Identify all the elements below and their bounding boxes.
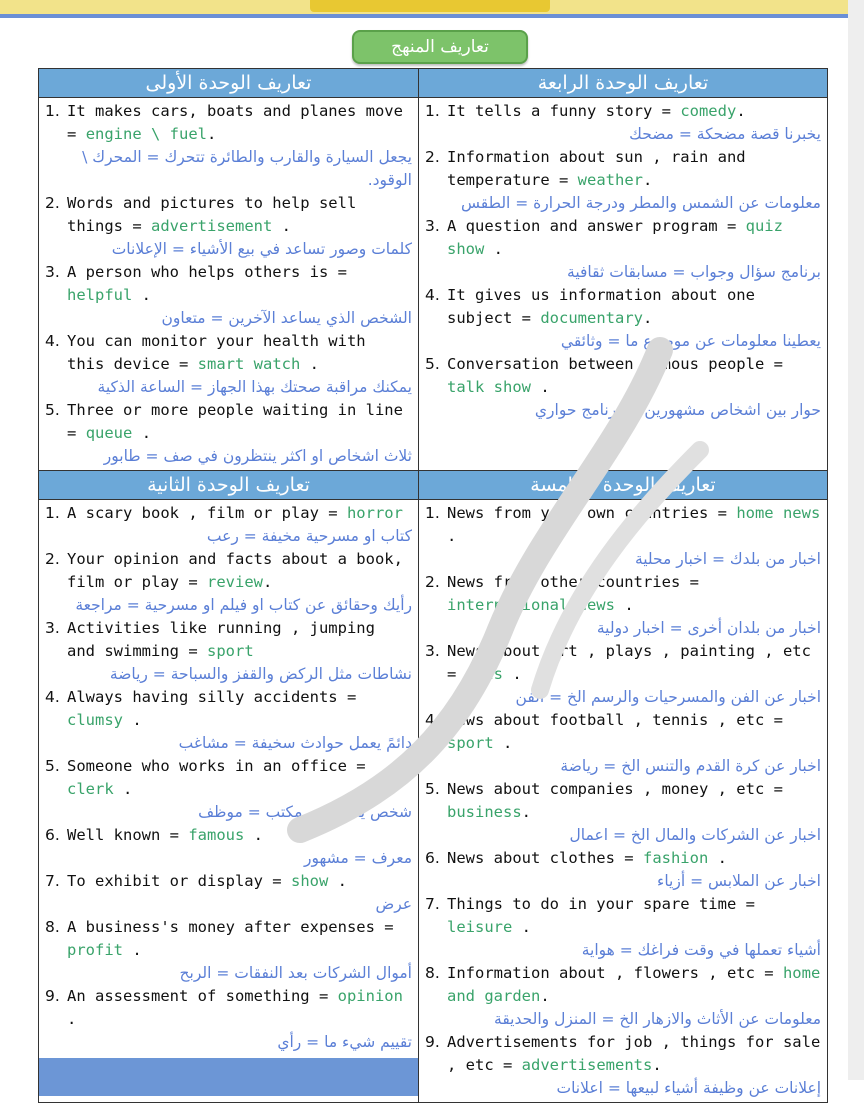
arabic-translation: برنامج سؤال وجواب = مسابقات ثقافية bbox=[567, 263, 821, 281]
definition-phrase: A question and answer program = bbox=[447, 217, 737, 235]
definition-phrase: Information about sun , rain and temperature = bbox=[447, 148, 746, 189]
definition-english bbox=[45, 502, 412, 525]
answer-punctuation: . bbox=[132, 424, 152, 442]
item-number: 2. bbox=[425, 148, 440, 166]
definition-entry bbox=[425, 571, 821, 640]
definition-text bbox=[67, 261, 412, 307]
definition-phrase: News about football , tennis , etc = bbox=[447, 711, 783, 729]
arabic-translation: اخبار عن الفن والمسرحيات والرسم الخ = الفن bbox=[515, 688, 821, 706]
answer-term: business bbox=[447, 803, 522, 821]
item-number: 9. bbox=[425, 1033, 440, 1051]
table-row-top bbox=[39, 98, 827, 470]
definition-phrase: To exhibit or display = bbox=[67, 872, 282, 890]
definition-english bbox=[45, 261, 412, 307]
answer-term: talk show bbox=[447, 378, 531, 396]
definition-text bbox=[447, 100, 821, 123]
arabic-translation: يخبرنا قصة مضحكة = مضحك bbox=[629, 125, 821, 143]
top-banner bbox=[0, 0, 848, 18]
definition-phrase: Advertisements for job , things for sale , etc = bbox=[447, 1033, 821, 1074]
answer-punctuation: . bbox=[328, 872, 347, 890]
arabic-translation: أشياء تعملها في وقت فراغك = هواية bbox=[581, 941, 821, 959]
definition-text bbox=[67, 686, 412, 732]
answer-term: advertisements bbox=[521, 1056, 653, 1074]
arabic-translation: اخبار عن الملابس = أزياء bbox=[657, 872, 821, 890]
definition-phrase: Someone who works in an office = bbox=[67, 757, 366, 775]
definition-entry bbox=[425, 1031, 821, 1100]
definition-entry bbox=[45, 192, 412, 261]
definition-entry bbox=[425, 215, 821, 284]
arabic-translation: يمكنك مراقبة صحتك بهذا الجهاز = الساعة الذكية bbox=[97, 378, 412, 396]
item-number: 3. bbox=[425, 642, 440, 660]
definition-phrase: Conversation between famous people = bbox=[447, 355, 783, 373]
definition-phrase: News about clothes = bbox=[447, 849, 634, 867]
definition-phrase: Three or more people waiting in line = bbox=[67, 401, 403, 442]
answer-term: international news bbox=[447, 596, 615, 614]
definition-english bbox=[425, 893, 821, 939]
answer-term: leisure bbox=[447, 918, 513, 936]
table-header-row-bottom bbox=[39, 470, 827, 500]
definition-phrase: A scary book , film or play = bbox=[67, 504, 338, 522]
answer-punctuation: . bbox=[643, 309, 653, 327]
definition-text bbox=[67, 824, 412, 847]
item-number: 6. bbox=[45, 826, 60, 844]
definition-phrase: Information about , flowers , etc = bbox=[447, 964, 774, 982]
definition-text bbox=[447, 962, 821, 1008]
answer-term: horror bbox=[346, 504, 403, 522]
definition-phrase: It tells a funny story = bbox=[447, 102, 671, 120]
unit2-heading: تعاريف الوحدة الثانية bbox=[39, 471, 418, 500]
definition-entry bbox=[45, 870, 412, 916]
definition-phrase: Your opinion and facts about a book, film or play = bbox=[67, 550, 403, 591]
definition-text bbox=[447, 640, 821, 686]
item-number: 9. bbox=[45, 987, 60, 1005]
definition-entry bbox=[45, 985, 412, 1054]
item-number: 7. bbox=[45, 872, 60, 890]
arabic-translation: دائمً يعمل حوادث سخيفة = مشاغب bbox=[178, 734, 412, 752]
definition-text bbox=[447, 146, 821, 192]
answer-punctuation: . bbox=[503, 665, 522, 683]
answer-punctuation: . bbox=[643, 171, 653, 189]
answer-term: sport bbox=[447, 734, 494, 752]
item-number: 5. bbox=[425, 780, 440, 798]
answer-term: queue bbox=[85, 424, 133, 442]
item-number: 3. bbox=[45, 619, 60, 637]
definition-entry bbox=[45, 755, 412, 824]
definition-entry bbox=[425, 778, 821, 847]
arabic-translation: إعلانات عن وظيفة أشياء لبيعها = اعلانات bbox=[556, 1079, 821, 1097]
answer-term: weather bbox=[577, 171, 643, 189]
definition-phrase: It gives us information about one subject = bbox=[447, 286, 755, 327]
definition-text bbox=[67, 100, 412, 146]
definition-english bbox=[45, 100, 412, 146]
definition-english bbox=[45, 617, 412, 663]
definition-phrase: Always having silly accidents = bbox=[67, 688, 357, 706]
item-number: 5. bbox=[425, 355, 440, 373]
definition-entry bbox=[45, 686, 412, 755]
answer-term: documentary bbox=[540, 309, 643, 327]
answer-term: engine \ fuel bbox=[85, 125, 208, 143]
definition-text bbox=[447, 709, 821, 755]
unit5-list bbox=[419, 500, 827, 1102]
answer-term: famous bbox=[188, 826, 245, 844]
definition-entry bbox=[425, 353, 821, 422]
item-number: 6. bbox=[425, 849, 440, 867]
definition-phrase: News from your own countries = bbox=[447, 504, 727, 522]
definition-phrase: Things to do in your spare time = bbox=[447, 895, 755, 913]
definitions-table bbox=[38, 68, 828, 1103]
arabic-translation: حوار بين اشخاص مشهورين = برنامج حواري bbox=[534, 401, 821, 419]
answer-punctuation: . bbox=[484, 240, 503, 258]
definition-text bbox=[447, 847, 821, 870]
arabic-translation: الشخص الذي يساعد الآخرين = متعاون bbox=[161, 309, 412, 327]
page-title: تعاريف المنهج bbox=[352, 30, 528, 64]
arabic-translation: رأيك وحقائق عن كتاب او فيلم او مسرحية = مراجعة bbox=[75, 596, 412, 614]
item-number: 1. bbox=[45, 102, 60, 120]
item-number: 3. bbox=[45, 263, 60, 281]
arabic-translation: يجعل السيارة والقارب والطائرة تتحرك = المحرك \ الوقود. bbox=[82, 148, 412, 189]
definition-entry bbox=[45, 824, 412, 870]
arabic-translation: ثلاث اشخاص او اكثر ينتظرون في صف = طابور bbox=[103, 447, 412, 465]
definition-phrase: News from other countries = bbox=[447, 573, 699, 591]
arabic-translation: اخبار عن الشركات والمال الخ = اعمال bbox=[569, 826, 821, 844]
answer-punctuation: . bbox=[123, 941, 142, 959]
definition-text bbox=[447, 571, 821, 617]
unit5-heading: تعاريف الوحدة الخامسة bbox=[419, 471, 827, 500]
definition-entry bbox=[425, 502, 821, 571]
answer-punctuation: . bbox=[123, 711, 142, 729]
arabic-translation: اخبار عن كرة القدم والتنس الخ = رياضة bbox=[560, 757, 821, 775]
answer-punctuation: . bbox=[67, 1010, 77, 1028]
definition-text bbox=[67, 399, 412, 445]
answer-punctuation: . bbox=[113, 780, 133, 798]
unit4-list bbox=[419, 98, 827, 470]
item-number: 1. bbox=[425, 504, 440, 522]
definition-text bbox=[447, 502, 821, 548]
definition-text bbox=[67, 870, 412, 893]
item-number: 4. bbox=[425, 711, 440, 729]
definition-phrase: Activities like running , jumping and swimming = bbox=[67, 619, 375, 660]
answer-term: home and garden bbox=[447, 964, 821, 1005]
definition-phrase: News about art , plays , painting , etc = bbox=[447, 642, 811, 683]
definition-english bbox=[45, 192, 412, 238]
answer-punctuation: . bbox=[521, 803, 531, 821]
definition-entry bbox=[45, 100, 412, 192]
item-number: 1. bbox=[45, 504, 60, 522]
answer-punctuation: . bbox=[531, 378, 550, 396]
answer-term: clumsy bbox=[67, 711, 123, 729]
item-number: 8. bbox=[425, 964, 440, 982]
answer-term: profit bbox=[67, 941, 123, 959]
definition-entry bbox=[425, 284, 821, 353]
arabic-translation: تقييم شيء ما = رأي bbox=[277, 1033, 412, 1051]
answer-punctuation: . bbox=[244, 826, 263, 844]
unit4-heading: تعاريف الوحدة الرابعة bbox=[419, 69, 827, 98]
answer-term: arts bbox=[465, 665, 504, 683]
page-edge bbox=[848, 0, 864, 1080]
english-logo bbox=[310, 0, 550, 12]
definition-english bbox=[45, 755, 412, 801]
definition-entry bbox=[45, 502, 412, 548]
answer-punctuation: . bbox=[493, 734, 513, 752]
arabic-translation: معلومات عن الأثاث والازهار الخ = المنزل والحديقة bbox=[494, 1010, 821, 1028]
definition-entry bbox=[45, 399, 412, 468]
answer-term: smart watch bbox=[197, 355, 301, 373]
definition-english bbox=[425, 146, 821, 192]
definition-english bbox=[425, 215, 821, 261]
definition-entry bbox=[425, 146, 821, 215]
answer-punctuation: . bbox=[512, 918, 531, 936]
answer-punctuation: . bbox=[132, 286, 151, 304]
arabic-translation: نشاطات مثل الركض والقفز والسباحة = رياضة bbox=[109, 665, 412, 683]
answer-punctuation: . bbox=[263, 573, 273, 591]
definition-english bbox=[425, 847, 821, 870]
answer-term: comedy bbox=[680, 102, 737, 120]
definition-english bbox=[425, 571, 821, 617]
unit1-list bbox=[39, 98, 419, 470]
definition-english bbox=[425, 778, 821, 824]
definition-text bbox=[447, 353, 821, 399]
answer-term: opinion bbox=[337, 987, 403, 1005]
answer-punctuation: . bbox=[447, 527, 457, 545]
definition-phrase: It makes cars, boats and planes move = bbox=[67, 102, 403, 143]
definition-text bbox=[67, 985, 412, 1031]
definition-english bbox=[45, 985, 412, 1031]
arabic-translation: كلمات وصور تساعد في بيع الأشياء = الإعلانات bbox=[111, 240, 412, 258]
definition-english bbox=[45, 824, 412, 847]
answer-term: sport bbox=[207, 642, 254, 660]
answer-punctuation: . bbox=[708, 849, 727, 867]
item-number: 5. bbox=[45, 401, 60, 419]
item-number: 7. bbox=[425, 895, 440, 913]
definition-phrase: News about companies , money , etc = bbox=[447, 780, 783, 798]
definition-entry bbox=[45, 261, 412, 330]
item-number: 2. bbox=[45, 194, 60, 212]
answer-punctuation: . bbox=[736, 102, 746, 120]
definition-english bbox=[45, 686, 412, 732]
item-number: 8. bbox=[45, 918, 60, 936]
definition-entry bbox=[45, 548, 412, 617]
definition-text bbox=[67, 192, 412, 238]
arabic-translation: شخص يعمل في مكتب = موظف bbox=[198, 803, 412, 821]
answer-term: show bbox=[290, 872, 329, 890]
empty-blue-cell bbox=[39, 1058, 418, 1096]
answer-term: quiz show bbox=[447, 217, 783, 258]
definition-text bbox=[67, 916, 412, 962]
answer-term: home news bbox=[736, 504, 821, 522]
definition-text bbox=[67, 548, 412, 594]
item-number: 4. bbox=[425, 286, 440, 304]
item-number: 4. bbox=[45, 332, 60, 350]
definition-english bbox=[45, 330, 412, 376]
definition-text bbox=[67, 502, 412, 525]
definition-english bbox=[45, 870, 412, 893]
table-row-bottom bbox=[39, 500, 827, 1102]
definition-text bbox=[67, 617, 412, 663]
item-number: 1. bbox=[425, 102, 440, 120]
definition-english bbox=[425, 640, 821, 686]
answer-punctuation: . bbox=[614, 596, 634, 614]
definition-english bbox=[45, 399, 412, 445]
arabic-translation: كتاب او مسرحية مخيفة = رعب bbox=[206, 527, 412, 545]
item-number: 5. bbox=[45, 757, 60, 775]
arabic-translation: اخبار من بلدان أخرى = اخبار دولية bbox=[596, 619, 821, 637]
definition-entry bbox=[45, 617, 412, 686]
definition-english bbox=[425, 353, 821, 399]
arabic-translation: معلومات عن الشمس والمطر ودرجة الحرارة = الطقس bbox=[461, 194, 821, 212]
definition-english bbox=[425, 709, 821, 755]
definition-text bbox=[447, 1031, 821, 1077]
item-number: 3. bbox=[425, 217, 440, 235]
definition-entry bbox=[425, 962, 821, 1031]
definition-text bbox=[447, 215, 821, 261]
answer-punctuation: . bbox=[540, 987, 550, 1005]
answer-punctuation: . bbox=[300, 355, 319, 373]
definition-phrase: A business's money after expenses = bbox=[67, 918, 394, 936]
definition-text bbox=[447, 284, 821, 330]
definition-english bbox=[425, 1031, 821, 1077]
answer-punctuation: . bbox=[272, 217, 291, 235]
unit2-list bbox=[39, 500, 419, 1102]
arabic-translation: عرض bbox=[375, 895, 412, 913]
definition-entry bbox=[425, 893, 821, 962]
answer-term: review bbox=[207, 573, 263, 591]
answer-punctuation: . bbox=[652, 1056, 662, 1074]
definition-phrase: An assessment of something = bbox=[67, 987, 329, 1005]
answer-term: helpful bbox=[67, 286, 133, 304]
definition-entry bbox=[425, 847, 821, 893]
definition-phrase: Words and pictures to help sell things = bbox=[67, 194, 357, 235]
definition-entry bbox=[45, 916, 412, 985]
definition-english bbox=[425, 962, 821, 1008]
answer-term: fashion bbox=[642, 849, 709, 867]
arabic-translation: أموال الشركات بعد النفقات = الربح bbox=[179, 964, 412, 982]
definition-english bbox=[45, 916, 412, 962]
answer-term: clerk bbox=[67, 780, 114, 798]
definition-english bbox=[45, 548, 412, 594]
arabic-translation: معرف = مشهور bbox=[303, 849, 412, 867]
definition-text bbox=[67, 755, 412, 801]
definition-phrase: Well known = bbox=[67, 826, 179, 844]
unit1-heading: تعاريف الوحدة الأولى bbox=[39, 69, 418, 98]
answer-term: advertisement bbox=[151, 217, 273, 235]
definition-entry bbox=[425, 709, 821, 778]
definition-entry bbox=[425, 640, 821, 709]
table-header-row-top bbox=[39, 69, 827, 98]
item-number: 4. bbox=[45, 688, 60, 706]
answer-punctuation: . bbox=[207, 125, 217, 143]
definition-english bbox=[425, 502, 821, 548]
definition-entry bbox=[425, 100, 821, 146]
arabic-translation: يعطينا معلومات عن موضوع ما = وثائقي bbox=[560, 332, 821, 350]
definition-text bbox=[67, 330, 412, 376]
definition-english bbox=[425, 284, 821, 330]
definition-phrase: You can monitor your health with this device = bbox=[67, 332, 366, 373]
arabic-translation: اخبار من بلدك = اخبار محلية bbox=[634, 550, 821, 568]
item-number: 2. bbox=[45, 550, 60, 568]
definition-text bbox=[447, 778, 821, 824]
definition-text bbox=[447, 893, 821, 939]
definition-english bbox=[425, 100, 821, 123]
definition-phrase: A person who helps others is = bbox=[67, 263, 347, 281]
item-number: 2. bbox=[425, 573, 440, 591]
definition-entry bbox=[45, 330, 412, 399]
